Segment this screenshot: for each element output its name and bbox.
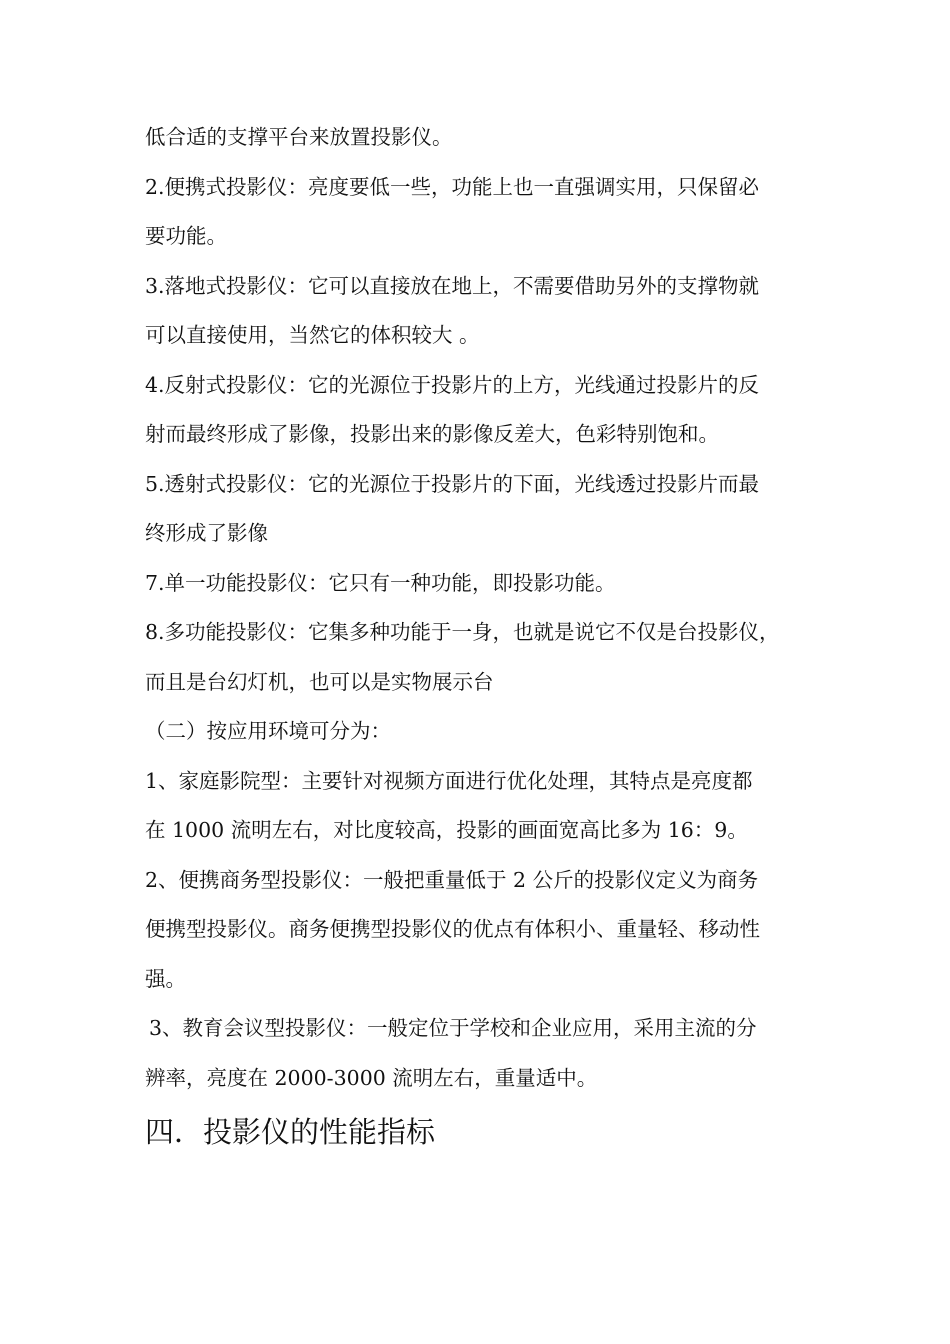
text-line: 2.便携式投影仪：亮度要低一些，功能上也一直强调实用，只保留必 (145, 174, 760, 199)
text-line: 强。 (145, 966, 186, 991)
text-line: 2、便携商务型投影仪：一般把重量低于 2 公斤的投影仪定义为商务 (145, 867, 759, 892)
subsection-heading: （二）按应用环境可分为： (145, 719, 391, 743)
text-line: 便携型投影仪。商务便携型投影仪的优点有体积小、重量轻、移动性 (145, 917, 760, 941)
text-line: 而且是台幻灯机，也可以是实物展示台 (145, 669, 494, 694)
text-line: 终形成了影像 (145, 521, 268, 545)
text-line: 5.透射式投影仪：它的光源位于投影片的下面，光线透过投影片而最 (145, 471, 760, 496)
text-line: 3.落地式投影仪：它可以直接放在地上，不需要借助另外的支撑物就 (145, 273, 760, 298)
text-line: 8.多功能投影仪：它集多种功能于一身，也就是说它不仅是台投影仪， (145, 620, 780, 644)
text-line: 要功能。 (145, 224, 227, 248)
document-body (145, 113, 810, 1155)
text-line: 7.单一功能投影仪：它只有一种功能，即投影功能。 (145, 570, 616, 595)
text-line: 射而最终形成了影像，投影出来的影像反差大，色彩特别饱和。 (145, 422, 719, 446)
text-line: 3、教育会议型投影仪：一般定位于学校和企业应用，采用主流的分 (149, 1016, 757, 1040)
text-line: 在 1000 流明左右，对比度较高，投影的画面宽高比多为 16：9。 (145, 818, 748, 842)
text-line: 低合适的支撑平台来放置投影仪。 (145, 125, 453, 149)
section-heading: 四．投影仪的性能指标 (145, 1115, 436, 1149)
text-line: 1、家庭影院型：主要针对视频方面进行优化处理，其特点是亮度都 (145, 768, 753, 793)
text-line: 4.反射式投影仪：它的光源位于投影片的上方，光线通过投影片的反 (145, 372, 760, 397)
text-line: 辨率，亮度在 2000-3000 流明左右，重量适中。 (145, 1065, 598, 1090)
text-line: 可以直接使用，当然它的体积较大 。 (145, 323, 480, 347)
